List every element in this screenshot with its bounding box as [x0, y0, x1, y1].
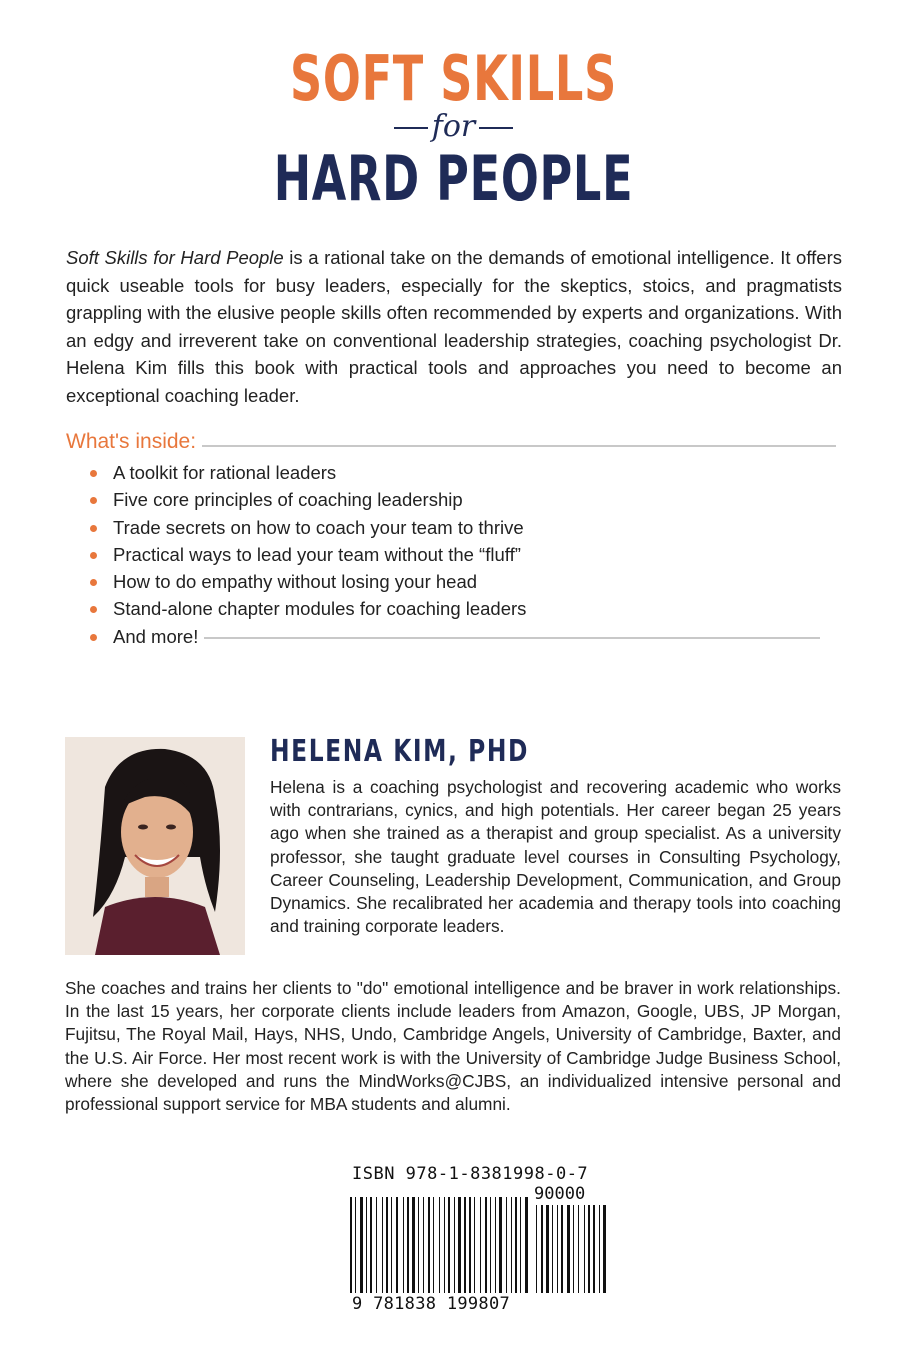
blurb-text: is a rational take on the demands of emotional intelligence. It offers quick useable tools for busy leaders, especially for the skeptics, stoics, and pragmatists grappling with the elusive people skills often recommended by experts and organizations. With an edgy and irreverent take on conventional leadership strategies, coaching psychologist Dr. Helena Kim fills this book with practical tools and approaches you need to become an exceptional coaching leader. — [66, 247, 842, 406]
barcode-bar — [567, 1205, 570, 1293]
barcode-bar — [448, 1197, 450, 1293]
list-item — [88, 595, 838, 622]
title-dash-left — [394, 127, 428, 129]
barcode-bar — [360, 1197, 363, 1293]
barcode-bar — [557, 1205, 558, 1293]
barcode-bar — [366, 1197, 367, 1293]
barcode-bar — [391, 1197, 392, 1293]
barcode-bar — [485, 1197, 487, 1293]
barcode-bar — [499, 1197, 502, 1293]
list-item — [88, 623, 838, 650]
ean-digits: 9 781838 199807 — [352, 1294, 511, 1314]
barcode-bar — [536, 1205, 537, 1293]
barcode-bar — [593, 1205, 595, 1293]
blurb-book-title: Soft Skills for Hard People — [66, 247, 284, 268]
barcode-bar — [520, 1197, 521, 1293]
barcode-bar — [506, 1197, 507, 1293]
bullet-icon — [90, 525, 97, 532]
barcode-bar — [433, 1197, 434, 1293]
bullet-icon — [90, 634, 97, 641]
barcode-bar — [403, 1197, 404, 1293]
title-line-1: SOFT SKILLS — [290, 42, 617, 115]
bullet-icon — [90, 470, 97, 477]
list-item-text: Trade secrets on how to coach your team to thrive — [113, 516, 524, 538]
bullet-icon — [90, 579, 97, 586]
list-item — [88, 568, 838, 595]
title-connector-text: for — [431, 109, 476, 144]
price-code: 90000 — [534, 1184, 586, 1204]
barcode-bar — [552, 1205, 553, 1293]
list-item-text: A toolkit for rational leaders — [113, 462, 337, 483]
barcode-bar — [454, 1197, 455, 1293]
barcode-bar — [588, 1205, 590, 1293]
author-name: HELENA KIM, PHD — [270, 734, 530, 769]
barcode-bar — [480, 1197, 481, 1293]
list-item — [88, 514, 838, 541]
barcode-bar — [396, 1197, 398, 1293]
list-item-text: Five core principles of coaching leadership — [113, 489, 463, 511]
isbn-label: ISBN 978-1-8381998-0-7 — [352, 1164, 589, 1184]
barcode-bar — [599, 1205, 600, 1293]
whats-inside-label: What's inside: — [66, 430, 202, 453]
barcode-bar — [386, 1197, 388, 1293]
barcode-bar — [370, 1197, 372, 1293]
barcode-bar — [458, 1197, 461, 1293]
barcode-bar — [469, 1197, 471, 1293]
barcode-bar — [439, 1197, 440, 1293]
barcode-bar — [350, 1197, 352, 1293]
bullet-icon — [90, 606, 97, 613]
barcode-bar — [546, 1205, 549, 1293]
book-blurb — [66, 244, 842, 409]
barcode-bar — [490, 1197, 491, 1293]
title-line-2: HARD PEOPLE — [273, 142, 634, 215]
author-bio-first: Helena is a coaching psychologist and recovering academic who works with contrarians, cynics, and high potentials. Her career began 25 years ago when she trained as a therapist and group specialist. As a university professor, she taught graduate level courses in Consulting Psychology, Career Counseling, Leadership Development, Communication, and Group Dynamics. She recalibrated her academia and therapy tools into coaching and training corporate leaders. — [270, 777, 841, 937]
list-item-text: How to do empathy without losing your head — [113, 571, 478, 593]
barcode-bar — [525, 1197, 528, 1293]
whats-inside-heading — [66, 430, 836, 460]
barcode-bar — [578, 1205, 579, 1293]
barcode-bar — [428, 1197, 430, 1293]
list-item — [88, 541, 838, 568]
list-item — [88, 486, 838, 513]
bullet-icon — [90, 497, 97, 504]
list-item-text: Stand-alone chapter modules for coaching leaders — [113, 598, 527, 620]
barcode-bar — [376, 1197, 377, 1293]
barcode-bar — [511, 1197, 512, 1293]
author-bio-second: She coaches and trains her clients to "do" emotional intelligence and be braver in work relationships. In the last 15 years, her corporate clients include leaders from Amazon, Google, UBS, JP Morgan, Fujitsu, The Royal Mail, Hays, NHS, Undo, Cambridge Angels, University of Cambridge, Baxter, and the U.S. Air Force. Her most recent work is with the University of Cambridge Judge Business School, where she developed and runs the MindWorks@CJBS, an individualized intensive personal and professional support service for MBA students and alumni. — [65, 978, 841, 1115]
barcode-bar — [444, 1197, 445, 1293]
barcode-bar — [603, 1205, 606, 1293]
barcode-bar — [412, 1197, 415, 1293]
title-dash-right — [479, 127, 513, 129]
whats-inside-list — [88, 459, 838, 650]
barcode-bar — [407, 1197, 409, 1293]
list-item-text: Practical ways to lead your team without the “fluff” — [113, 543, 521, 565]
barcode-bar — [464, 1197, 466, 1293]
barcode-bar — [423, 1197, 424, 1293]
list-item — [88, 459, 838, 486]
author-photo — [65, 737, 245, 955]
barcode-bar — [561, 1205, 563, 1293]
barcode-bar — [515, 1197, 517, 1293]
barcode-bar — [495, 1197, 496, 1293]
barcode-bar — [355, 1197, 356, 1293]
author-portrait-illustration — [65, 737, 245, 955]
barcode-bar — [573, 1205, 574, 1293]
bullet-icon — [90, 552, 97, 559]
barcode-bar — [541, 1205, 543, 1293]
book-title — [0, 40, 907, 218]
barcode-bar — [418, 1197, 419, 1293]
list-end-divider — [204, 637, 820, 639]
barcode-bar — [382, 1197, 383, 1293]
barcode-bar — [584, 1205, 585, 1293]
list-item-text: And more! — [113, 625, 199, 647]
barcode-bar — [474, 1197, 475, 1293]
